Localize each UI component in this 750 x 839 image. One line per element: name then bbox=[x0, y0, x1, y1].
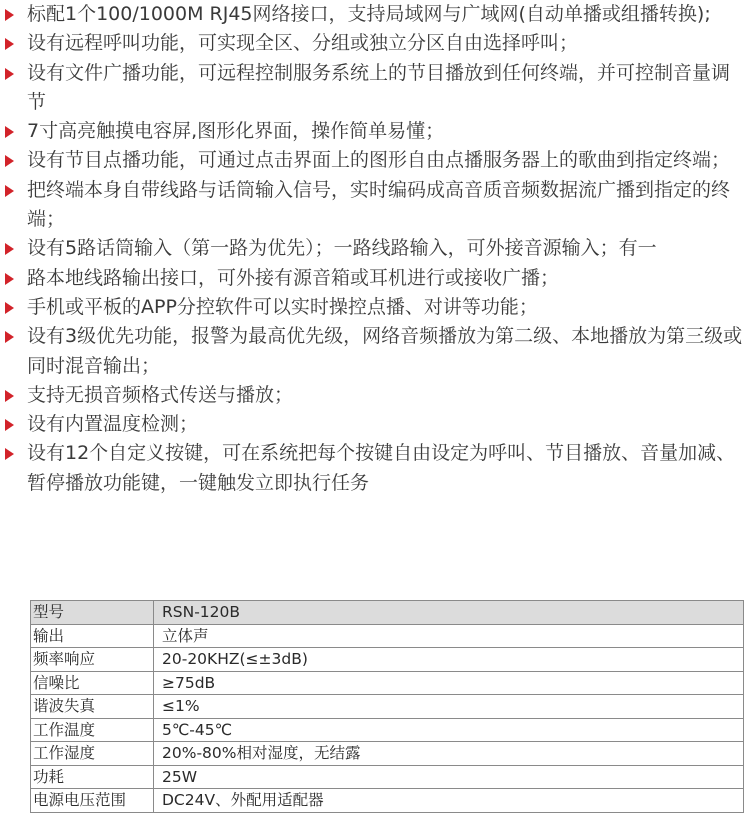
feature-text: 设有内置温度检测； bbox=[27, 413, 199, 436]
feature-item bbox=[0, 29, 750, 58]
table-row bbox=[31, 789, 744, 813]
spec-value: 立体声 bbox=[154, 624, 744, 648]
spec-label: 信噪比 bbox=[31, 671, 154, 695]
bullet-triangle-icon bbox=[5, 331, 14, 343]
feature-text: 手机或平板的APP分控软件可以实时操控点播、对讲等功能； bbox=[27, 295, 538, 318]
feature-text: 把终端本身自带线路与话筒输入信号，实时编码成高音质音频数据流广播到指定的终端； bbox=[27, 178, 731, 231]
feature-item bbox=[0, 293, 750, 322]
bullet-triangle-icon bbox=[5, 155, 14, 167]
feature-text: 设有节目点播功能，可通过点击界面上的图形自由点播服务器上的歌曲到指定终端； bbox=[27, 149, 731, 172]
feature-text: 支持无损音频格式传送与播放； bbox=[27, 383, 294, 406]
feature-text: 设有远程呼叫功能，可实现全区、分组或独立分区自由选择呼叫； bbox=[27, 32, 579, 55]
feature-item bbox=[0, 0, 750, 29]
spec-label: 工作温度 bbox=[31, 718, 154, 742]
spec-value: 20-20KHZ(≤±3dB) bbox=[154, 648, 744, 672]
bullet-triangle-icon bbox=[5, 9, 14, 21]
spec-label: 工作湿度 bbox=[31, 742, 154, 766]
spec-label: 频率响应 bbox=[31, 648, 154, 672]
bullet-triangle-icon bbox=[5, 38, 14, 50]
feature-text: 7寸高亮触摸电容屏,图形化界面，操作简单易懂； bbox=[27, 120, 445, 143]
feature-item bbox=[0, 322, 750, 381]
table-row bbox=[31, 624, 744, 648]
table-row bbox=[31, 742, 744, 766]
table-row bbox=[31, 671, 744, 695]
feature-item bbox=[0, 410, 750, 439]
feature-text: 标配1个100/1000M RJ45网络接口，支持局域网与广域网(自动单播或组播转换); bbox=[27, 3, 711, 25]
bullet-triangle-icon bbox=[5, 126, 14, 138]
spec-label: 电源电压范围 bbox=[31, 789, 154, 813]
bullet-triangle-icon bbox=[5, 302, 14, 314]
bullet-triangle-icon bbox=[5, 243, 14, 255]
table-row bbox=[31, 648, 744, 672]
spec-label: 输出 bbox=[31, 624, 154, 648]
feature-text: 设有文件广播功能，可远程控制服务系统上的节目播放到任何终端，并可控制音量调节 bbox=[27, 61, 731, 113]
feature-item bbox=[0, 146, 750, 175]
spec-value: RSN-120B bbox=[154, 601, 744, 625]
feature-item bbox=[0, 176, 750, 235]
table-row bbox=[31, 601, 744, 625]
table-row bbox=[31, 765, 744, 789]
bullet-triangle-icon bbox=[5, 273, 14, 285]
feature-item bbox=[0, 381, 750, 410]
table-row bbox=[31, 718, 744, 742]
feature-text: 路本地线路输出接口，可外接有源音箱或耳机进行或接收广播； bbox=[27, 266, 560, 289]
feature-text: 设有5路话筒输入（第一路为优先）；一路线路输入，可外接音源输入；有一 bbox=[27, 237, 657, 260]
spec-label: 功耗 bbox=[31, 765, 154, 789]
spec-value: ≥75dB bbox=[154, 671, 744, 695]
spec-label: 型号 bbox=[31, 601, 154, 625]
spec-value: DC24V、外配用适配器 bbox=[154, 789, 744, 813]
bullet-triangle-icon bbox=[5, 390, 14, 402]
spec-value: 25W bbox=[154, 765, 744, 789]
spec-label: 谐波失真 bbox=[31, 695, 154, 719]
bullet-triangle-icon bbox=[5, 68, 14, 80]
feature-item bbox=[0, 59, 750, 118]
feature-text: 设有3级优先功能，报警为最高优先级，网络音频播放为第二级、本地播放为第三级或同时混音输出； bbox=[27, 325, 743, 377]
bullet-triangle-icon bbox=[5, 185, 14, 197]
feature-item bbox=[0, 439, 750, 498]
bullet-triangle-icon bbox=[5, 448, 14, 460]
spec-value: 5℃-45℃ bbox=[154, 718, 744, 742]
feature-item bbox=[0, 117, 750, 146]
spec-value: ≤1% bbox=[154, 695, 744, 719]
spec-value: 20%-80%相对湿度，无结露 bbox=[154, 742, 744, 766]
spec-table bbox=[30, 600, 744, 813]
feature-item bbox=[0, 264, 750, 293]
feature-item bbox=[0, 234, 750, 263]
bullet-triangle-icon bbox=[5, 419, 14, 431]
feature-text: 设有12个自定义按键，可在系统把每个按键自由设定为呼叫、节目播放、音量加减、暂停播放功能键，一键触发立即执行任务 bbox=[27, 442, 736, 494]
table-row bbox=[31, 695, 744, 719]
